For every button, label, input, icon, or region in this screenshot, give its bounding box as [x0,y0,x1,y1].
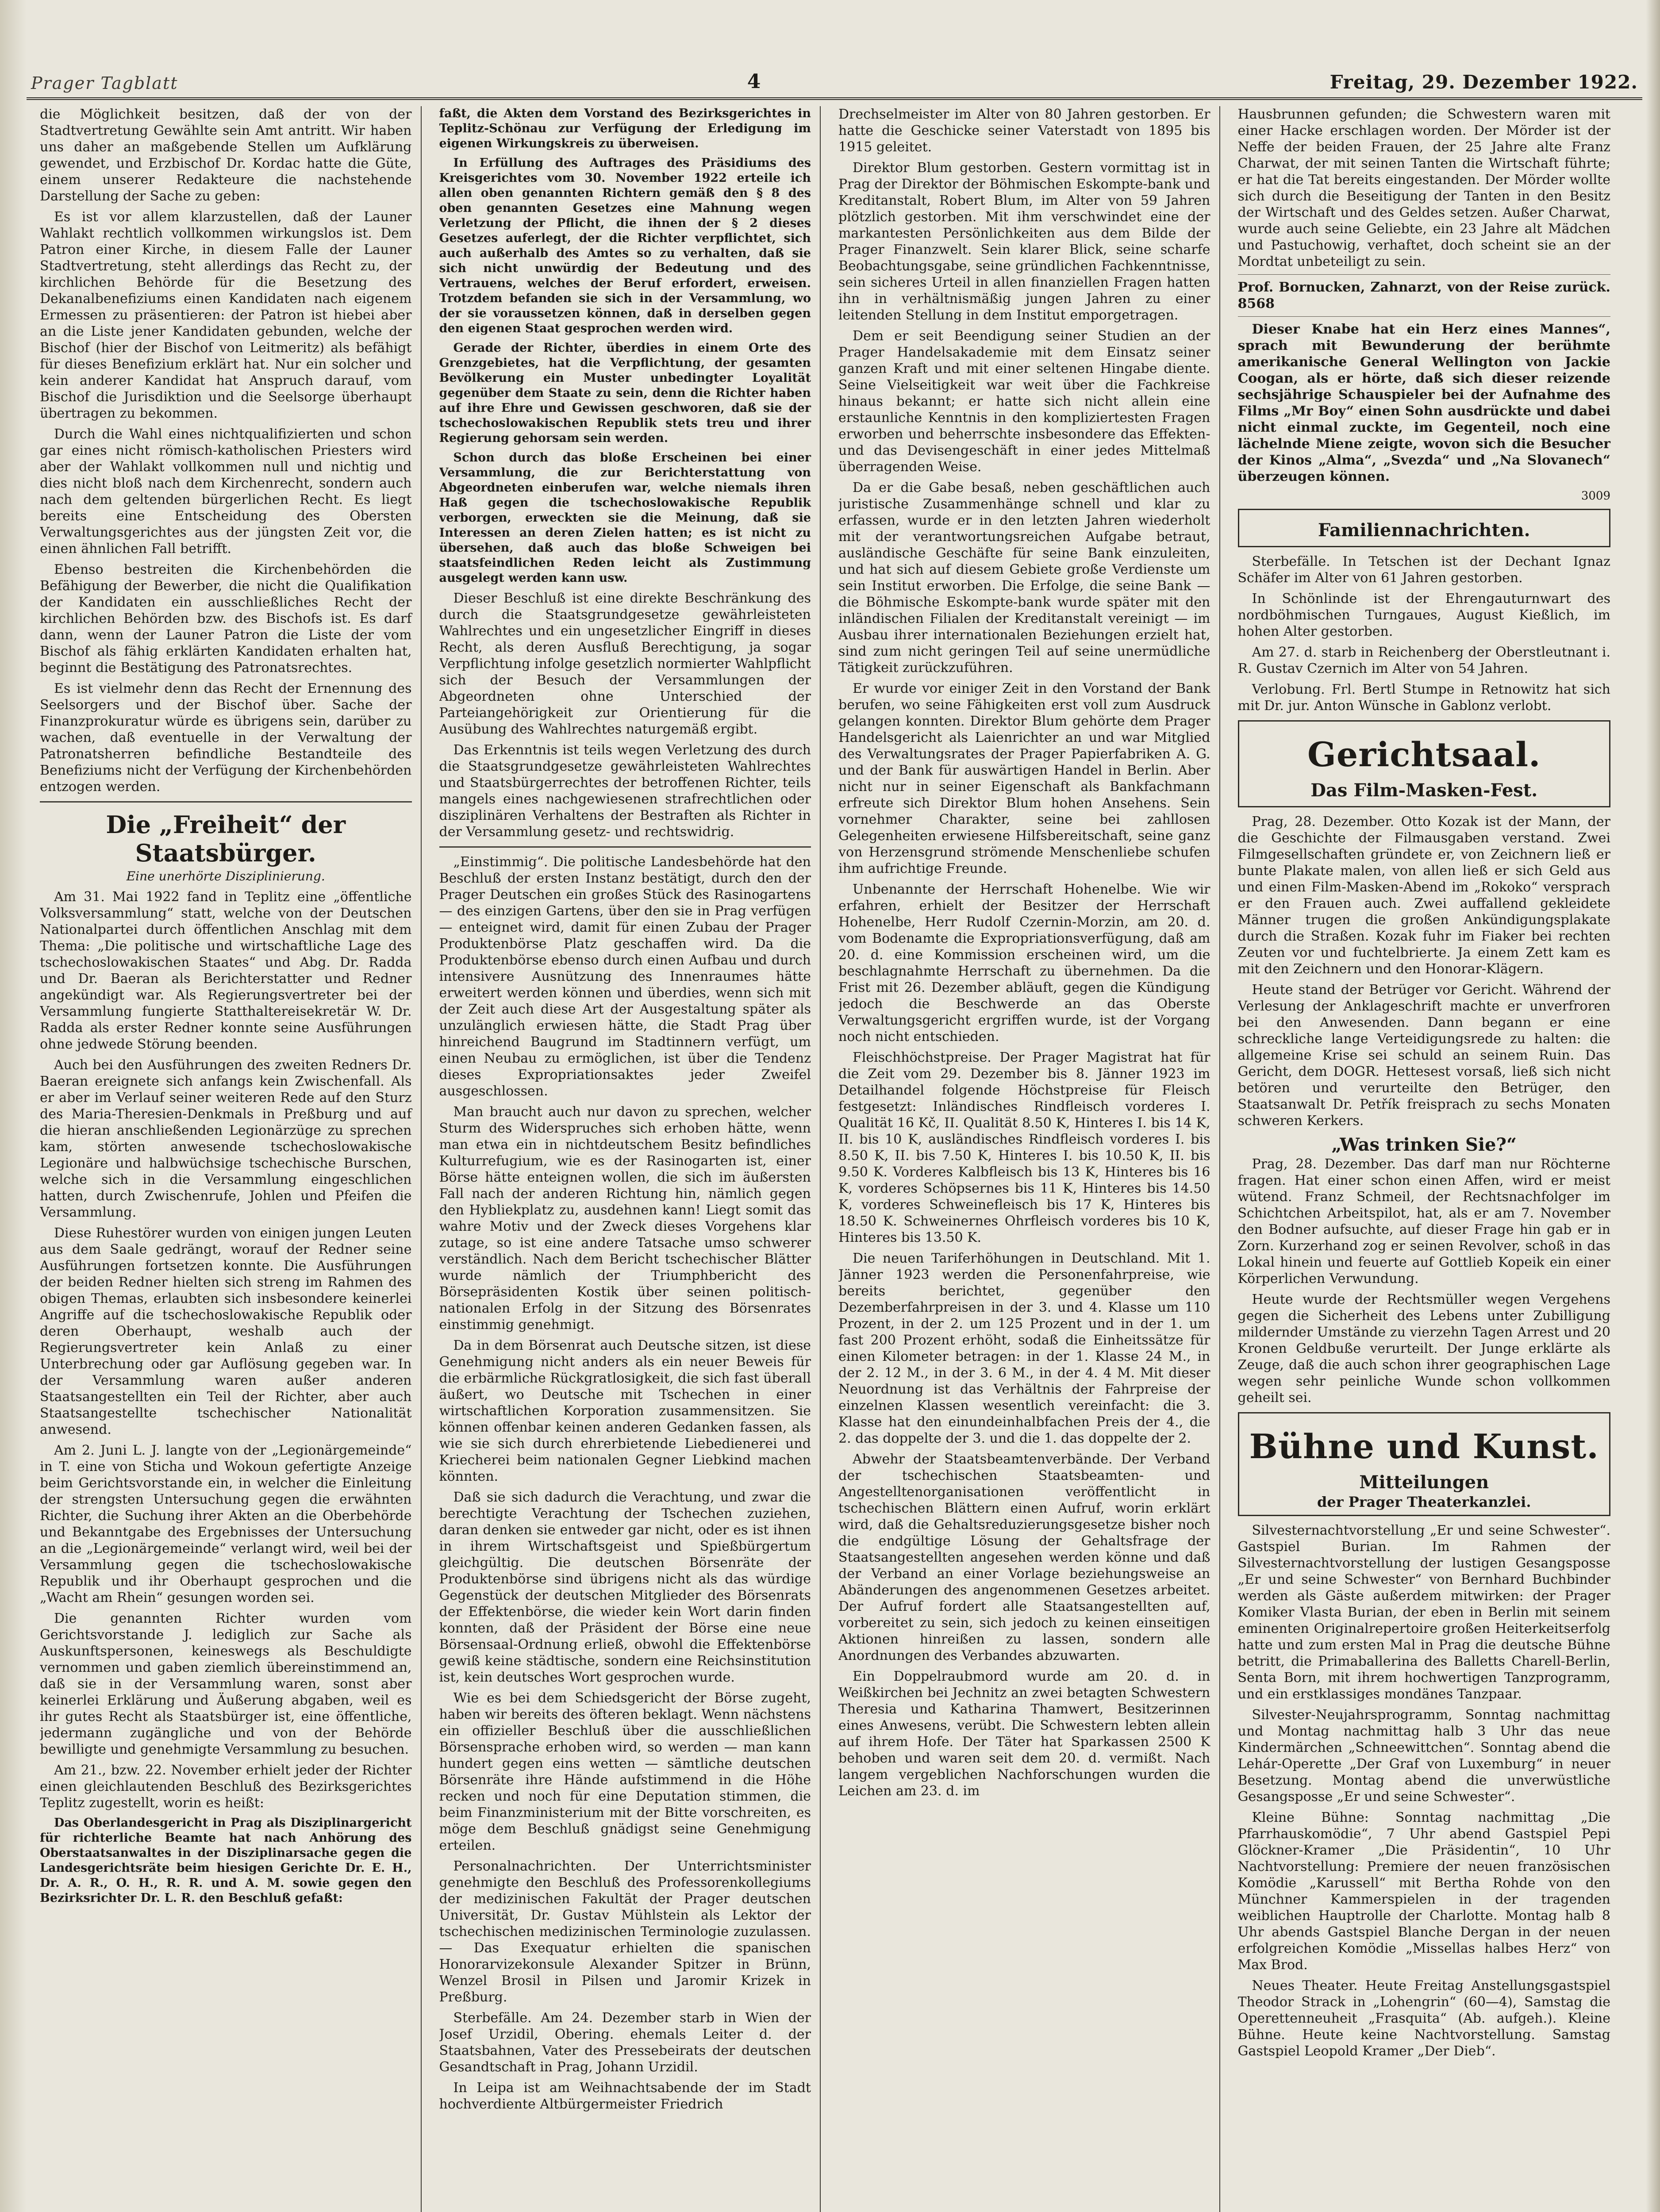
paragraph: Abwehr der Staatsbeamtenverbände. Der Verband der tschechischen Staatsbeamten- und Angestelltenorganisationen veröffentlicht in tschechischen Blättern einen Aufruf, worin erklärt wird, daß die Gehaltsreduzierungsgesetze bisher noch die endgültige Lösung der Gehaltsfrage der Staatsangestellten angesehen werden könne und daß der Verband an einer Vorlage beziehungsweise an Abänderungen des angenommenen Gesetzes arbeitet. Der Aufruf fordert alle Staatsangestellten auf, vorbereitet zu sein, sich jedoch zu keinen einseitigen Aktionen hinreißen zu lassen, sondern alle Anordnungen des Verbandes abzuwarten. [838,1452,1210,1663]
paragraph: Gerade der Richter, überdies in einem Orte des Grenzgebietes, hat die Verpflichtung, der gesamten Bevölkerung ein Muster unbedingter Loyalität gegenüber dem Staate zu sein, denn die Richter haben auf ihre Ehre und Gewissen geschworen, daß sie der tschechoslowakischen Republik stets treu und ihrer Regierung gehorsam sein werden. [439,341,811,445]
paragraph: Silvesternachtvorstellung „Er und seine Schwester“. Gastspiel Burian. Im Rahmen der Silvesternachtvorstellung der lustigen Gesangsposse „Er und seine Schwester“ von Bernhard Buchbinder werden als Gäste außerdem mitwirken: der Prager Komiker Vlasta Burian, der eben in Berlin mit seinem eminenten Originalrepertoire großen Heiterkeitserfolg hatte und zum ersten Mal in Prag die deutsche Bühne betritt, die Primaballerina des Balletts Charell-Berlin, Senta Born, mit ihrem hochwertigen Tanzprogramm, und ein erstklassiges mondänes Tanzpaar. [1237,1523,1610,1702]
ad-code: 3009 [1581,489,1610,503]
paragraph: Schon durch das bloße Erscheinen bei einer Versammlung, die zur Berichterstattung von Abgeordneten einberufen war, welche niemals ihren Haß gegen die tschechoslowakische Republik verborgen, erweckten sie die Meinung, daß sie Interessen an deren Zielen hatten; es ist nicht zu übersehen, daß auch das bloße Schweigen bei staatsfeindlichen Reden leicht als Zustimmung ausgelegt werden kann usw. [439,451,811,585]
paragraph: „Einstimmig“. Die politische Landesbehörde hat den Beschluß der ersten Instanz bestätigt, durch den der Prager Deutschen ein großes Stück des Rasinogartens — des einzigen Gartens, über den sie in Prag verfügen — enteignet wird, damit für einen Zubau der Prager Produktenbörse Platz geschaffen wird. Da die Produktenbörse ebenso durch einen Aufbau und durch intensivere Ausnützung des Innenraumes hätte erweitert werden können und überdies, wenn sich mit der Zeit auch diese Art der Ausgestaltung später als unzulänglich erwiesen hätte, die Stadt Prag über hinreichend Baugrund im Stadtinnern verfügt, um einen Neubau zu ermöglichen, ist über die Tendenz dieses Expropriationsaktes jeder Zweifel ausgeschlossen. [439,854,811,1099]
paragraph: Auch bei den Ausführungen des zweiten Redners Dr. Baeran ereignete sich anfangs kein Zwischenfall. Als er aber im Verlauf seiner weiteren Rede auf den Sturz des Maria-Theresien-Denkmals in Preßburg und auf die hieran anschließenden Legionärzüge zu sprechen kam, störten anwesende tschechoslowakische Legionäre und halbwüchsige tschechische Burschen, welche sich in die Versammlung eingeschlichen hatten, durch Zwischenrufe, Johlen und Pfeifen die Versammlung. [40,1057,412,1220]
divider [40,801,412,803]
paragraph: Am 31. Mai 1922 fand in Teplitz eine „öffentliche Volksversammlung“ statt, welche von der Deutschen Nationalpartei durch öffentlichen Anschlag mit dem Thema: „Die politische und wirtschaftliche Lage des tschechoslowakischen Staates“ und Abg. Dr. Radda und Dr. Baeran als Berichterstatter und Redner angekündigt war. Als Regierungsvertreter bei der Versammlung fungierte Statthaltereisekretär W. Dr. Radda als erster Redner konnte seine Ausführungen ohne jedwede Störung beenden. [40,889,412,1052]
paragraph: Die neuen Tariferhöhungen in Deutschland. Mit 1. Jänner 1923 werden die Personenfahrpreise, wie bereits berichtet, gegenüber den Dezemberfahrpreisen in der 3. und 4. Klasse um 110 Prozent, in der 2. um 125 Prozent und in der 1. um fast 200 Prozent erhöht, sodaß die Einheitssätze für einen Kilometer betragen: in der 1. Klasse 24 M., in der 2. 12 M., in der 3. 6 M., in der 4. 4 M. Mit dieser Neuordnung ist das Verhältnis der Fahrpreise der einzelnen Klassen wesentlich vereinfacht: die 3. Klasse hat den einundeinhalbfachen Preis der 4., die 2. das doppelte der 3. und die 1. das doppelte der 2. [838,1251,1210,1446]
drink-headline: „Was trinken Sie?“ [1331,1134,1517,1155]
divider [1238,274,1611,275]
paragraph: Das Erkenntnis ist teils wegen Verletzung des durch die Staatsgrundgesetze gewährleisteten Wahlrechtes und Staatsbürgerrechtes der betroffenen Richter, teils mangels eines nachgewiesenen strafrechtlichen oder disziplinären Verhaltens der Bestraften als Richter in der Versammlung gesetz- und rechtswidrig. [439,742,811,840]
paragraph: Direktor Blum gestorben. Gestern vormittag ist in Prag der Direktor der Böhmischen Eskompte-bank und Kreditanstalt, Robert Blum, im Alter von 59 Jahren plötzlich gestorben. Mit ihm verschwindet eine der markantesten Persönlichkeiten aus dem Bilde der Prager Finanzwelt. Sein klarer Blick, seine scharfe Beobachtungsgabe, seine gründlichen Fachkenntnisse, sein sicheres Urteil in allen finanziellen Fragen hatten ihn in verhältnismäßig jungen Jahren zu einer leitenden Stellung in dem Institut emporgetragen. [838,160,1210,323]
paragraph: Fleischhöchstpreise. Der Prager Magistrat hat für die Zeit vom 29. Dezember bis 8. Jänner 1923 im Detailhandel folgende Höchstpreise für Fleisch festgesetzt: Inländisches Rindfleisch vorderes I. Qualität 16 Kč, II. Qualität 8.50 K, Hinteres I. bis 14 K, II. bis 10 K, ausländisches Rindfleisch vorderes I. bis 8.50 K, II. bis 7.50 K, Hinteres I. bis 10.50 K, II. bis 9.50 K. Vorderes Kalbfleisch bis 13 K, Hinteres bis 16 K, vorderes Schöpsernes bis 11 K, Hinteres bis 14.50 K, vorderes Schweinefleisch bis 17 K, Hinteres bis 18.50 K. Schweinernes Ohrfleisch vorderes bis 10 K, Hinteres bis 13.50 K. [838,1050,1210,1245]
stage-subtitle-2: der Prager Theaterkanzlei. [1317,1494,1531,1510]
court-subtitle: Das Film-Masken-Fest. [1310,780,1538,801]
court-box [1238,720,1611,807]
paragraph: Neues Theater. Heute Freitag Anstellungsgastspiel Theodor Strack in „Lohengrin“ (60—4), Samstag die Operettenneuheit „Frasquita“ (Ab. aufgeh.). Kleine Bühne. Heute keine Nachtvorstellung. Samstag Gastspiel Leopold Kramer „Der Dieb“. [1237,1978,1610,2059]
family-news-title: Familiennachrichten. [1318,520,1530,541]
stage-subtitle: Mitteilungen [1359,1472,1489,1493]
paragraph: Dem er seit Beendigung seiner Studien an der Prager Handelsakademie mit dem Einsatz seiner ganzen Kraft und mit einer seltenen Hingabe diente. Seine Vielseitigkeit war weit über die Fachkreise hinaus bekannt; er hatte sich nicht allein eine erstaunliche Kenntnis in den kompliziertesten Fragen erworben und beherrschte insbesondere das Effekten- und das Devisengeschäft in einer jedes Mittelmaß überragenden Weise. [838,328,1210,475]
paragraph: Sterbefälle. In Tetschen ist der Dechant Ignaz Schäfer im Alter von 61 Jahren gestorben. [1237,554,1610,586]
scan-edge-right [1646,0,1660,2212]
subheadline: Eine unerhörte Disziplinierung. [126,869,325,883]
paragraph: Da in dem Börsenrat auch Deutsche sitzen, ist diese Genehmigung nicht anders als ein neuer Beweis für die erbärmliche Rückgratlosigkeit, die sich fast überall äußert, wo Deutsche mit Tschechen in einer wirtschaftlichen Korporation zusammensitzen. Sie können offenbar keinen anderen Gedanken fassen, als wie sie sich durch ehrerbietende Liebedienerei und Kriecherei beim nationalen Gegner Liebkind machen könnten. [439,1338,811,1484]
paragraph: Am 21., bzw. 22. November erhielt jeder der Richter einen gleichlautenden Beschluß des Bezirksgerichtes Teplitz zugestellt, worin es heißt: [40,1763,412,1811]
ad-paragraph: Dieser Knabe hat ein Herz eines Mannes“, sprach mit Bewunderung der berühmte amerikanische General Wellington von Jackie Coogan, als er hörte, daß sich dieser reizende sechsjährige Schauspieler bei der Aufnahme des Films „Mr Boy“ einen Sohn ausdrückte und dabei nicht einmal zuckte, im Gegenteil, noch eine lächelnde Miene zeigte, wovon sich die Besucher der Kinos „Alma“, „Svezda“ und „Na Slovanech“ überzeugen können. [1237,322,1610,484]
stage-box [1238,1412,1611,1516]
paragraph: Am 27. d. starb in Reichenberg der Oberstleutnant i. R. Gustav Czernich im Alter von 54 Jahren. [1237,645,1610,676]
paragraph: Die genannten Richter wurden vom Gerichtsvorstande J. lediglich zur Sache als Auskunftspersonen, keineswegs als Beschuldigte vernommen und gaben ziemlich übereinstimmend an, daß sie in der Versammlung waren, sonst aber keinerlei Erklärung und Äußerung abgaben, weil es ihr gutes Recht als Staatsbürger ist, eine öffentliche, jedermann zugängliche und von der Behörde bewilligte und genehmigte Versammlung zu besuchen. [40,1611,412,1757]
family-news-box [1238,509,1611,547]
paragraph: In Erfüllung des Auftrages des Präsidiums des Kreisgerichtes vom 30. November 1922 erteile ich allen oben genannten Richtern gemäß den § 8 des oben genannten Gesetzes eine Mahnung wegen Verletzung der Pflicht, die ihnen der § 2 dieses Gesetzes auferlegt, der die Richter verpflichtet, sich auch außerhalb des Amtes so zu verhalten, daß sie sich nicht unwürdig der Bedeutung und des Vertrauens, welches der Beruf erfordert, erweisen. Trotzdem befanden sie sich in der Versammlung, wo der sie voraussetzen können, daß in derselben gegen den eigenen Staat gesprochen werden wird. [439,156,811,335]
paragraph: die Möglichkeit besitzen, daß der von der Stadtvertretung Gewählte sein Amt antritt. Wir haben uns daher an maßgebende Stellen um Aufklärung gewendet, und Erzbischof Dr. Kordac hatte die Güte, einem unserer Redakteure die nachstehende Darstellung der Sache zu geben: [40,107,412,204]
paragraph: Heute stand der Betrüger vor Gericht. Während der Verlesung der Anklageschrift machte er unverfroren bei den Anwesenden. Dann begann er eine schreckliche lange Verteidigungsrede zu halten: die allgemeine Krise sei schuld an seinem Ruin. Das Gericht, dem DOGR. Hettesest vorsaß, ließ sich nicht betören und verurteilte den Betrüger, den Staatsanwalt Dr. Petřík freisprach zu sechs Monaten schweren Kerkers. [1237,982,1610,1129]
paragraph: Personalnachrichten. Der Unterrichtsminister genehmigte den Beschluß des Professorenkollegiums der medizinischen Fakultät der Prager deutschen Universität, Dr. Gustav Mühlstein als Lektor der tschechischen medizinischen Terminologie zuzulassen. — Das Exequatur erhielten die spanischen Honorarvizekonsule Alexander Spitzer in Brünn, Wenzel Brosil in Pilsen und Jaromir Krizek in Preßburg. [439,1859,811,2005]
paragraph: In Leipa ist am Weihnachtsabende der im Stadt hochverdiente Altbürgermeister Friedrich [439,2080,811,2112]
column-3 [838,106,1220,2212]
paragraph: Verlobung. Frl. Bertl Stumpe in Retnowitz hat sich mit Dr. jur. Anton Wünsche in Gablonz verlobt. [1237,682,1610,714]
paragraph: Daß sie sich dadurch die Verachtung, und zwar die berechtigte Verachtung der Tschechen zuziehen, daran denken sie entweder gar nicht, oder es ist ihnen in ihrem Wirtschaftsgeist und Spießbürgertum gleichgültig. Die deutschen Börsenräte der Produktenbörse sind übrigens nicht als das würdige Gegenstück der deutschen Mitglieder des Börsenrats der Effektenbörse, die wieder kein Wort darin finden konnten, daß der Präsident der Börse eine neue Börsensaal-Ordnung erließ, obwohl die Effektenbörse gewiß keine städtische, sondern eine Reichsinstitution ist, kein deutsches Wort gesprochen wurde. [439,1490,811,1685]
scan-edge-left [0,0,27,2212]
paragraph: Drechselmeister im Alter von 80 Jahren gestorben. Er hatte die Geschicke seiner Vaterstadt von 1895 bis 1915 geleitet. [838,107,1210,155]
paragraph: Prag, 28. Dezember. Das darf man nur Röchterne fragen. Hat einer schon einen Affen, wird er meist wütend. Franz Schmeil, der Rechtsnachfolger im Schichtchen Arbeitspilot, hat, als er am 7. November den Bodner aufsuchte, auf dieser Frage hin gab er in Zorn. Kurzerhand zog er seinen Revolver, schoß in das Lokal hinein und feuerte auf Gottlieb Kopeik ein einer Körperlichen Verwundung. [1237,1156,1610,1286]
paragraph: Kleine Bühne: Sonntag nachmittag „Die Pfarrhauskomödie“, 7 Uhr abend Gastspiel Pepi Glöckner-Kramer „Die Präsidentin“, 10 Uhr Nachtvorstellung: Premiere der neuen französischen Komödie „Karussell“ mit Bertha Rohde von den Münchner Kammerspielen in der tragenden weiblichen Hauptrolle der Charlotte. Montag halb 8 Uhr abends Gastspiel Blanche Dergan in der neuen erfolgreichen Komödie „Missellas halbes Herz“ von Max Brod. [1237,1810,1610,1973]
stage-title: Bühne und Kunst. [1249,1427,1599,1466]
column-1 [40,106,422,2212]
article-columns [40,106,1619,2212]
paragraph: Man braucht auch nur davon zu sprechen, welcher Sturm des Widerspruches sich erhoben hätte, wenn man etwa ein in nichtdeutschem Besitz befindliches Kulturrefugium, wie es der Rasinogarten ist, einer Börse hätte enteignen wollen, die sich im äußersten Fall nach der anderen Richtung hin, nämlich gegen den Hybliekplatz zu, ausdehnen kann! Liegt somit das wahre Motiv und der Zweck dieses Vorgehens klar zutage, so ist eine andere Tatsache umso schwerer verständlich. Nach dem Bericht tschechischer Blätter wurde nämlich der Triumphbericht des Börsepräsidenten Kostik über seinen politisch-nationalen Erfolg in der Sitzung des Börsenrates einstimmig genehmigt. [439,1104,811,1333]
paragraph: Silvester-Neujahrsprogramm, Sonntag nachmittag und Montag nachmittag halb 3 Uhr das neue Kindermärchen „Schneewittchen“. Sonntag abend die Lehár-Operette „Der Graf von Luxemburg“ in neuer Besetzung. Montag abend die unverwüstliche Gesangsposse „Er und seine Schwester“. [1237,1707,1610,1805]
page-header [27,53,1642,100]
paragraph: In Schönlinde ist der Ehrengauturnwart des nordböhmischen Turngaues, August Kießlich, im hohen Alter gestorben. [1237,591,1610,639]
ad-notice: Prof. Bornucken, Zahnarzt, von der Reise zurück. 8568 [1237,280,1610,311]
paragraph: Heute wurde der Rechtsmüller wegen Vergehens gegen die Sicherheit des Lebens unter Zubilligung mildernder Umstände zu vierzehn Tagen Arrest und 20 Kronen Geldbuße verurteilt. Der Junge erklärte als Zeuge, daß die auch schon ihrer geographischen Lage wegen sehr peinliche Wunde schon vollkommen geheilt sei. [1237,1292,1610,1406]
paragraph: Das Oberlandesgericht in Prag als Disziplinargericht für richterliche Beamte hat nach Anhörung des Oberstaatsanwaltes in der Disziplinarsache gegen die Landesgerichtsräte beim hiesigen Gerichte Dr. E. H., Dr. A. R., O. H., R. R. und A. M. sowie gegen den Bezirksrichter Dr. L. R. den Beschluß gefaßt: [40,1816,412,1905]
paragraph: Durch die Wahl eines nichtqualifizierten und schon gar eines nicht römisch-katholischen Priesters wird aber der Wahlakt vollkommen null und nichtig und dies nicht bloß nach dem Kirchenrecht, sondern auch nach dem geltenden bürgerlichen Recht. Es liegt bereits eine Entscheidung des Obersten Verwaltungsgerichtes aus der jüngsten Zeit vor, die einen ähnlichen Fall betrifft. [40,426,412,557]
paragraph: Ein Doppelraubmord wurde am 20. d. in Weißkirchen bei Jechnitz an zwei betagten Schwestern Theresia und Katharina Thamwert, Besitzerinnen eines Anwesens, verübt. Die Schwestern lebten allein auf ihrem Hofe. Der Täter hat Sparkassen 2500 K behoben und waren seit dem 20. d. vermißt. Nach langem vergeblichen Nachforschungen wurden die Leichen am 23. d. im [838,1669,1210,1799]
paragraph: Prag, 28. Dezember. Otto Kozak ist der Mann, der die Geschichte der Filmausgaben verstand. Zwei Filmgesellschaften gründete er, von Zeichnern ließ er bunte Plakate malen, von allen ließ er sich Geld aus und einen Film-Masken-Abend im „Rokoko“ versprach er den Frauen auch. Zwei auffallend gekleidete Männer trugen die großen Ankündigungsplakate durch die Straßen. Kozak fuhr im Fiaker bei rechten Zeuten vor und fuchtelbrierte. Ja einem Zett kam es mit den Zeichnern und den Honorar-Klägern. [1237,814,1610,977]
issue-date: Freitag, 29. Dezember 1922. [1330,71,1638,93]
paragraph: Wie es bei dem Schiedsgericht der Börse zugeht, haben wir bereits des öfteren beklagt. Wenn nächstens ein offizieller Beschluß über die ausschließlichen Börsensprache erhoben wird, so werden — man kann hundert gegen eins wetten — sämtliche deutschen Börsenräte ihre Hände aufstimmend in die Höhe recken und noch für eine Deputation stimmen, die beim Finanzministerium mit der Bitte vorschreiten, es möge dem Beschluß gnädigst seine Genehmigung erteilen. [439,1690,811,1853]
paragraph: Er wurde vor einiger Zeit in den Vorstand der Bank berufen, wo seine Fähigkeiten erst voll zum Ausdruck gelangen konnten. Direktor Blum gehörte dem Prager Handelsgericht als Laienrichter an und war Mitglied des Verwaltungsrates der Prager Papierfabriken A. G. und der Bank für auswärtigen Handel in Berlin. Aber nicht nur in seiner Eigenschaft als Bankfachmann erfreute sich Direktor Blum hohen Ansehens. Sein vornehmer Charakter, seine bei zahllosen Gelegenheiten erwiesene Hilfsbereitschaft, seine ganz von Herzensgrund strömende Menschenliebe schufen ihm aufrichtige Freunde. [838,681,1210,876]
paragraph: faßt, die Akten dem Vorstand des Bezirksgerichtes in Teplitz-Schönau zur Verfügung der Erledigung im eigenen Wirkungskreis zu überweisen. [439,107,811,150]
paragraph: Unbenannte der Herrschaft Hohenelbe. Wie wir erfahren, erhielt der Besitzer der Herrschaft Hohenelbe, Herr Rudolf Czernin-Morzin, am 20. d. vom Bodenamte die Expropriationsverfügung, daß am 20. d. eine Kommission erscheinen wird, um die beschlagnahmte Herrschaft zu übernehmen. Da die Frist mit 26. Dezember abläuft, gegen die Kündigung jedoch die Beschwerde an das Oberste Verwaltungsgericht ergriffen wurde, ist der Vorgang noch nicht entschieden. [838,882,1210,1045]
paragraph: Es ist vor allem klarzustellen, daß der Launer Wahlakt rechtlich vollkommen wirkungslos ist. Dem Patron einer Kirche, in diesem Falle der Launer Stadtvertretung, steht allerdings das Recht zu, der kirchlichen Behörde für die Besetzung des Dekanalbenefiziums einen Kandidaten nach eigenem Ermessen zu präsentieren: der Patron ist hiebei aber an die Liste jener Kandidaten gebunden, welche der Bischof (hier der Bischof von Leitmeritz) als befähigt für dieses Benefizium erklärt hat. Nur ein solcher und kein anderer Kandidat hat Anspruch darauf, vom Bischof die Jurisdiktion und die Seelsorge überhaupt übertragen zu bekommen. [40,209,412,421]
paper-name: Prager Tagblatt [31,73,178,93]
paragraph: Dieser Beschluß ist eine direkte Beschränkung des durch die Staatsgrundgesetze gewährleisteten Wahlrechtes und ein ungesetzlicher Eingriff in dieses Recht, als deren Ausfluß Berechtigung, ja sogar Verpflichtung infolge gesetzlich normierter Wahlpflicht sich der Besuch der Versammlungen der Abgeordneten ohne Unterschied der Parteiangehörigkeit zur Orientierung für die Ausübung des Wahlrechtes naturgemäß ergibt. [439,591,811,737]
column-4 [1238,106,1620,2212]
paragraph: Hausbrunnen gefunden; die Schwestern waren mit einer Hacke erschlagen worden. Der Mörder ist der Neffe der beiden Frauen, der 25 Jahre alte Franz Charwat, der mit seinen Tanten die Wirtschaft führte; er hat die Tat bereits eingestanden. Der Mörder wollte sich durch die Beseitigung der Tanten in den Besitz der Wirtschaft und des Geldes setzen. Außer Charwat, wurde auch seine Geliebte, ein 23 Jahre alt Mädchen und Pastuchowig, verhaftet, doch scheint sie an der Mordtat unbeteiligt zu sein. [1237,107,1610,269]
headline-freiheit: Die „Freiheit“ der Staatsbürger. [106,810,346,867]
column-2 [439,106,821,2212]
page-number: 4 [747,70,761,93]
paragraph: Am 2. Juni L. J. langte von der „Legionärgemeinde“ in T. eine von Sticha und Wokoun gefertigte Anzeige beim Gerichtsvorstande ein, in welcher die Einleitung der strengsten Untersuchung gegen die erwähnten Richter, die Suchung ihrer Akten an die Oberbehörde und Bekanntgabe des Ergebnisses der Untersuchung an die „Legionärgemeinde“ verlangt wird, weil bei der Versammlung gegen die tschechoslowakische Republik und ihr Oberhaupt gesprochen und die „Wacht am Rhein“ gesungen worden sei. [40,1443,412,1605]
paragraph: Sterbefälle. Am 24. Dezember starb in Wien der Josef Urzidil, Obering. ehemals Leiter d. der Staatsbahnen, Vater des Pressebeirats der deutschen Gesandtschaft in Prag, Johann Urzidil. [439,2010,811,2075]
paragraph: Ebenso bestreiten die Kirchenbehörden die Befähigung der Bewerber, die nicht die Qualifikation der Kandidaten ein ausschließliches Recht der kirchlichen Behörden bzw. des Bischofs ist. Es darf dann, wenn der Launer Patron die Liste der vom Bischof als fähig erklärten Kandidaten erhalten hat, beginnt die Bestätigung des Patronatsrechtes. [40,562,412,676]
divider [1238,316,1611,317]
paragraph: Da er die Gabe besaß, neben geschäftlichen auch juristische Zusammenhänge schnell und klar zu erfassen, wurde er in den letzten Jahren wiederholt mit der verantwortungsreichen Aufgabe betraut, ausländische Geschäfte für seine Bank einzuleiten, und hat sich auf diesem Gebiete große Verdienste um sein Institut erworben. Die Erfolge, die seine Bank — die Böhmische Eskompte-bank wurde später mit den inländischen Filialen der Kreditanstalt vereinigt — im Ausbau ihrer internationalen Beziehungen erzielt hat, sind zum nicht geringen Teil auf seine unermüdliche Tätigkeit zurückzuführen. [838,480,1210,676]
paragraph: Diese Ruhestörer wurden von einigen jungen Leuten aus dem Saale gedrängt, worauf der Redner seine Ausführungen fortsetzen konnte. Die Ausführungen der beiden Redner hielten sich streng im Rahmen des obigen Themas, erlaubten sich insbesondere keinerlei Angriffe auf die tschechoslowakische Republik oder deren Oberhaupt, weshalb auch der Regierungsvertreter kein Anlaß zu einer Unterbrechung oder gar Auflösung gegeben war. In der Versammlung waren außer anderen Staatsangestellten ein Teil der Richter, aber auch Staatsangestellte tschechischer Nationalität anwesend. [40,1225,412,1437]
divider [439,846,811,848]
paragraph: Es ist vielmehr denn das Recht der Ernennung des Seelsorgers und der Bischof über. Sache der Finanzprokuratur würde es übrigens sein, darüber zu wachen, daß eventuelle in der Verwaltung der Patronatsherren befindliche Bestandteile des Benefiziums nicht der Verfügung der Kirchenbehörden entzogen werden. [40,681,412,795]
court-title: Gerichtsaal. [1307,735,1541,774]
